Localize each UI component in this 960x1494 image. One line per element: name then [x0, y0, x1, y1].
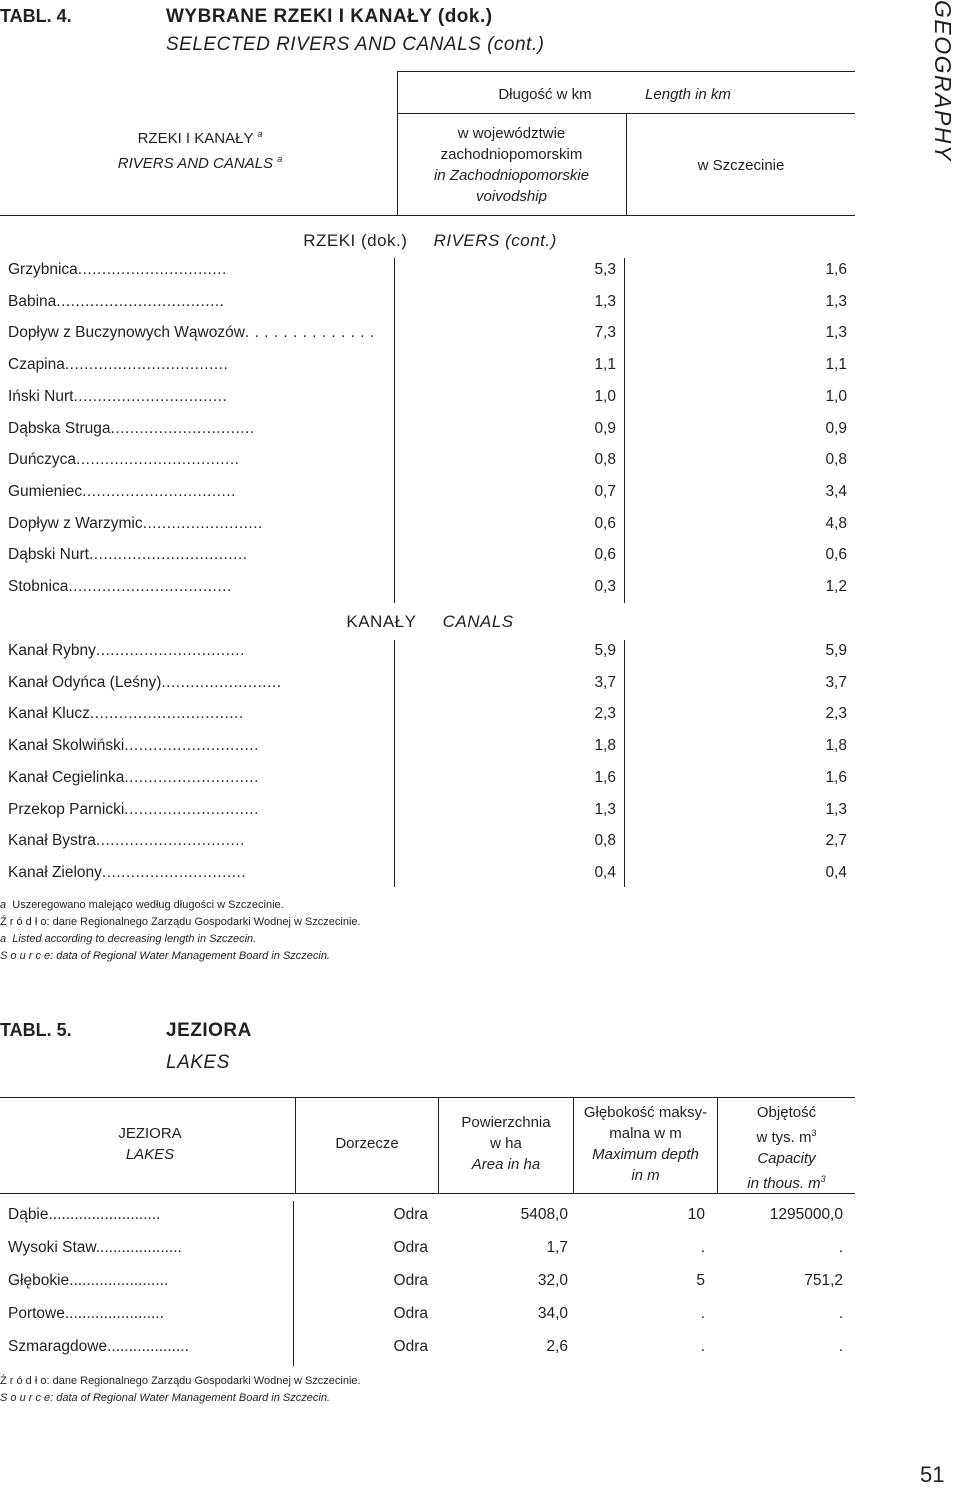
row-leader-dots: ............................... [95, 832, 245, 850]
row-length-voivodship: 2,3 [594, 705, 616, 723]
row-leader-dots: .............................. [110, 419, 255, 437]
row-length-voivodship: 0,3 [594, 578, 616, 595]
row-name: Dąbski Nurt [8, 546, 89, 564]
row-label [8, 642, 390, 660]
row-name: Kanał Odyńca (Leśny) [8, 673, 162, 691]
row-depth: . [700, 1239, 705, 1256]
row-leader-dots: .............................. [101, 863, 247, 881]
row-length-city: 0,4 [825, 863, 847, 881]
row-label [8, 483, 390, 501]
table-row [0, 1338, 960, 1371]
row-basin: Odra [393, 1206, 428, 1223]
row-label [8, 293, 390, 311]
row-length-city: 3,4 [825, 482, 847, 500]
row-length-voivodship: 1,6 [594, 768, 616, 786]
table-row [0, 293, 960, 325]
row-leader-dots: ............................ [124, 800, 259, 818]
row-name: Dopływ z Buczynowych Wąwozów [8, 324, 245, 342]
row-name: Dąbska Struga [8, 419, 111, 437]
row-leader-dots: ................................. [88, 546, 248, 564]
row-leader-dots: .................................. [76, 451, 240, 469]
row-label [8, 356, 390, 374]
row-length-voivodship: 0,4 [594, 863, 616, 881]
t5-header-area: Powierzchnia w ha Area in ha [461, 1114, 551, 1173]
row-label [8, 546, 390, 564]
t5-header-lakes: JEZIORA LAKES [118, 1125, 182, 1163]
row-name: Szmaragdowe [8, 1338, 108, 1355]
row-length-voivodship: 1,8 [594, 737, 616, 755]
table-row [0, 324, 960, 356]
row-leader-dots: ................................ [89, 705, 244, 723]
row-label [8, 451, 390, 469]
row-area: 32,0 [537, 1272, 568, 1289]
table-row [0, 483, 960, 515]
row-label [8, 737, 390, 755]
table-row [0, 1239, 960, 1272]
row-name: Iński Nurt [8, 387, 74, 405]
row-leader-dots: ....................... [69, 1272, 169, 1289]
row-length-city: 2,3 [825, 705, 847, 723]
row-name: Dopływ z Warzymic [8, 514, 143, 532]
row-length-city: 3,7 [825, 673, 847, 691]
row-name: Kanał Bystra [8, 832, 96, 850]
table4-notes: a Uszeregowano malejąco według długości w Szczecinie. Ź r ó d ł o: dane Regionalnego Zarządu Gospodarki Wodnej w Szczecinie. a Listed according to decreasing length in Szczecin. S o u r c e: data of Regional Water Management Board in Szczecin. [0, 899, 361, 962]
table-row [0, 737, 960, 769]
row-capacity: . [838, 1239, 843, 1256]
row-length-city: 1,3 [825, 800, 847, 818]
row-length-voivodship: 1,3 [594, 292, 616, 310]
row-length-city: 1,3 [825, 292, 847, 310]
table5-title-pl: JEZIORA [166, 1020, 252, 1041]
row-leader-dots: . . . . . . . . . . . . . . [244, 324, 375, 342]
row-name: Portowe [8, 1305, 65, 1322]
t5-header-capacity: Objętość w tys. $m^3$ Capacity in thous. $m^3$ [747, 1104, 826, 1192]
row-name: Gumieniec [8, 482, 83, 500]
row-leader-dots: ............................ [124, 768, 259, 786]
row-length-city: 1,6 [825, 261, 847, 278]
table-row [0, 674, 960, 706]
row-label [8, 864, 390, 882]
row-area: 5408,0 [520, 1206, 568, 1223]
table5-title-en: LAKES [166, 1052, 230, 1073]
row-depth: 5 [696, 1272, 705, 1289]
row-leader-dots: ............................... [95, 642, 245, 659]
row-name: Kanał Skolwiński [8, 737, 125, 755]
row-label [8, 420, 390, 438]
row-label [8, 1338, 290, 1356]
row-label [8, 674, 390, 692]
row-label [8, 801, 390, 819]
row-length-voivodship: 0,8 [594, 832, 616, 850]
row-name: Kanał Klucz [8, 705, 90, 723]
row-area: 34,0 [537, 1305, 568, 1322]
table4-title-pl: WYBRANE RZEKI I KANAŁY (dok.) [166, 6, 493, 27]
row-leader-dots: ............................... [77, 261, 227, 278]
row-basin: Odra [393, 1338, 428, 1355]
row-label [8, 388, 390, 406]
row-name: Wysoki Staw [8, 1239, 96, 1256]
row-name: Babina [8, 292, 57, 310]
row-length-city: 0,6 [825, 546, 847, 564]
row-depth: . [700, 1338, 705, 1355]
row-area: 2,6 [546, 1338, 568, 1355]
t5-header-top-line [0, 1097, 855, 1098]
table-row [0, 451, 960, 483]
row-leader-dots: ................................ [73, 387, 228, 405]
row-label [8, 1305, 290, 1323]
row-leader-dots: ................... [107, 1338, 189, 1355]
table-row [0, 832, 960, 864]
row-name: Dąbie [8, 1206, 49, 1223]
table-row [0, 801, 960, 833]
row-length-city: 1,6 [825, 768, 847, 786]
row-length-city: 1,1 [825, 356, 847, 374]
row-leader-dots: .................................. [68, 578, 232, 595]
row-label [8, 515, 390, 533]
row-length-voivodship: 0,7 [594, 482, 616, 500]
row-length-voivodship: 0,8 [594, 451, 616, 469]
row-depth: 10 [687, 1206, 705, 1223]
row-length-voivodship: 0,6 [594, 546, 616, 564]
row-label [8, 324, 390, 342]
header-top-line [397, 71, 855, 72]
table-row [0, 261, 960, 293]
section-canals: KANAŁY CANALS [346, 612, 514, 631]
row-leader-dots: ............................ [124, 737, 259, 755]
table-row [0, 578, 960, 610]
header-bottom-line [0, 215, 855, 216]
header-voivodship: w województwie zachodniopomorskim in Zachodniopomorskie voivodship [433, 125, 590, 205]
table4-title-en: SELECTED RIVERS AND CANALS (cont.) [166, 34, 545, 55]
table-row [0, 515, 960, 547]
row-length-voivodship: 5,9 [594, 642, 616, 659]
table-row [0, 546, 960, 578]
t5-header-depth: Głębokość maksy- malna w m Maximum depth in m [583, 1104, 708, 1184]
row-name: Przekop Parnicki [8, 800, 125, 818]
row-capacity: . [838, 1338, 843, 1355]
row-leader-dots: .................... [95, 1239, 182, 1256]
page-number: 51 [920, 1462, 945, 1487]
section-rivers: RZEKI (dok.) RIVERS (cont.) [303, 231, 557, 250]
table-row [0, 705, 960, 737]
row-name: Grzybnica [8, 261, 78, 278]
row-length-voivodship: 1,0 [594, 387, 616, 405]
table-row [0, 356, 960, 388]
row-length-city: 2,7 [825, 832, 847, 850]
row-length-voivodship: 7,3 [594, 324, 616, 342]
header-length-en: Length in km [645, 86, 731, 103]
row-name: Stobnica [8, 578, 69, 595]
row-length-city: 5,9 [825, 642, 847, 659]
row-label [8, 769, 390, 787]
row-name: Czapina [8, 356, 65, 374]
table5-notes: Ź r ó d ł o: dane Regionalnego Zarządu Gospodarki Wodnej w Szczecinie. S o u r c e: data of Regional Water Management Board in Szczecin. [0, 1375, 361, 1404]
row-label [8, 261, 390, 279]
row-basin: Odra [393, 1239, 428, 1256]
row-leader-dots: ....................... [64, 1305, 164, 1322]
header-col-name: RZEKI I KANAŁY $^a$ RIVERS AND CANALS $^a$ [117, 129, 283, 172]
row-label [8, 705, 390, 723]
row-label [8, 1206, 290, 1224]
row-length-city: 1,0 [825, 387, 847, 405]
row-capacity: . [838, 1305, 843, 1322]
row-name: Kanał Zielony [8, 863, 102, 881]
row-length-city: 0,8 [825, 451, 847, 469]
row-label [8, 1239, 290, 1257]
row-length-city: 0,9 [825, 419, 847, 437]
row-length-city: 1,3 [825, 324, 847, 342]
table-row [0, 1272, 960, 1305]
row-area: 1,7 [546, 1239, 568, 1256]
table-row [0, 642, 960, 674]
row-length-voivodship: 1,1 [594, 356, 616, 374]
row-length-voivodship: 0,6 [594, 514, 616, 532]
table-row [0, 1206, 960, 1239]
row-name: Kanał Cegielinka [8, 768, 125, 786]
table-row [0, 769, 960, 801]
row-leader-dots: ................................ [82, 482, 236, 500]
row-capacity: 751,2 [804, 1272, 843, 1289]
row-length-voivodship: 5,3 [594, 261, 616, 278]
row-leader-dots: ......................... [142, 514, 263, 532]
section-side-label: GEOGRAPHY [930, 0, 956, 162]
table5-number: TABL. 5. [0, 1020, 72, 1040]
row-depth: . [700, 1305, 705, 1322]
row-leader-dots: .................................. [64, 356, 229, 374]
table4-number: TABL. 4. [0, 6, 72, 26]
row-name: Kanał Rybny [8, 642, 96, 659]
header-city: w Szczecinie [697, 157, 785, 174]
table-row [0, 420, 960, 452]
row-length-city: 1,8 [825, 737, 847, 755]
table-row [0, 388, 960, 420]
row-length-voivodship: 1,3 [594, 800, 616, 818]
row-basin: Odra [393, 1272, 428, 1289]
row-leader-dots: ................................... [56, 292, 225, 310]
row-length-voivodship: 0,9 [594, 419, 616, 437]
row-length-voivodship: 3,7 [594, 673, 616, 691]
table-row [0, 864, 960, 896]
row-label [8, 832, 390, 850]
row-basin: Odra [393, 1305, 428, 1322]
row-name: Duńczyca [8, 451, 77, 469]
row-leader-dots: .......................... [48, 1206, 161, 1223]
row-length-city: 1,2 [825, 578, 847, 595]
row-leader-dots: ......................... [161, 673, 282, 691]
t5-header-basin: Dorzecze [335, 1135, 399, 1152]
row-label [8, 1272, 290, 1290]
row-capacity: 1295000,0 [769, 1206, 843, 1223]
row-name: Głębokie [8, 1272, 70, 1289]
table-row [0, 1305, 960, 1338]
row-length-city: 4,8 [825, 514, 847, 532]
row-label [8, 578, 390, 596]
header-length-pl: Długość w km [498, 86, 592, 103]
